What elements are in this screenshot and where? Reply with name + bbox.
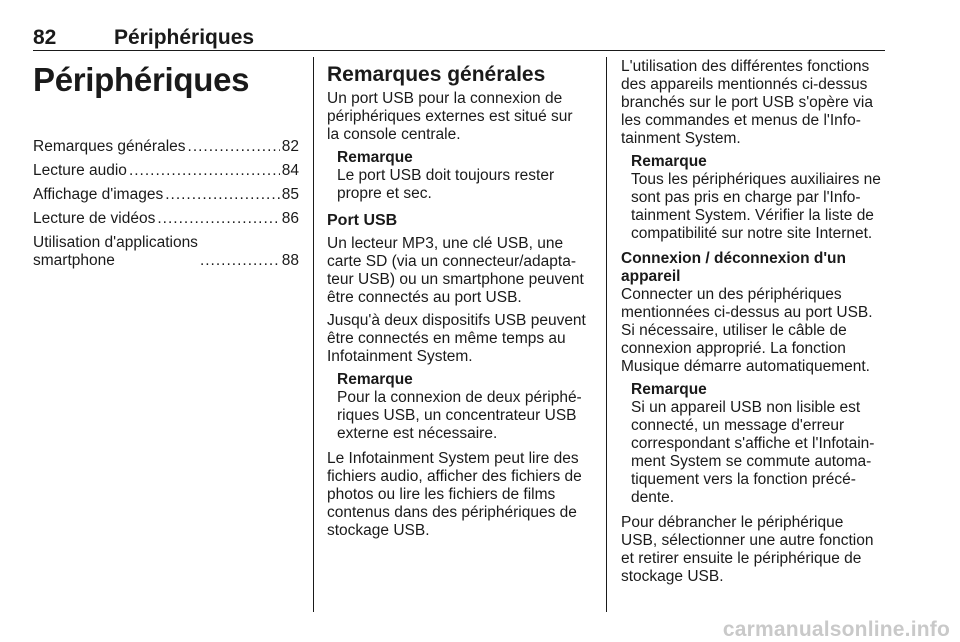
- toc-entry[interactable]: [33, 186, 299, 204]
- page-number: 82: [33, 26, 57, 49]
- paragraph: Un port USB pour la connexion de périphériques externes est situé sur la console centrale.: [327, 90, 573, 143]
- toc-entry-page: 86: [281, 210, 299, 227]
- paragraph: Connecter un des périphériques mentionnées ci-dessus au port USB. Si nécessaire, utiliser le câble de connexion approprié. La fonction Musique démarre automatiquement.: [621, 286, 873, 375]
- note-label: Remarque: [337, 371, 413, 388]
- toc-leader-dots: [157, 210, 279, 228]
- column-divider-2: [606, 57, 607, 612]
- note-box: [631, 381, 885, 507]
- subsection-title: Port USB: [327, 212, 398, 229]
- header-divider: [33, 50, 885, 51]
- table-of-contents: [33, 138, 299, 270]
- toc-entry[interactable]: [33, 162, 299, 180]
- paragraph: Pour débrancher le périphérique USB, sélectionner une autre fonction et retirer ensuite le périphérique de stockage USB.: [621, 514, 874, 585]
- note-text: Si un appareil USB non lisible est connecté, un message d'erreur correspondant s'affiche et l'Infotain- ment System se commute automa- tiquement vers la fonction précé- dente.: [631, 399, 875, 506]
- note-text: Pour la connexion de deux périphé- riques USB, un concentrateur USB externe est nécessaire.: [337, 389, 582, 442]
- note-box: [337, 149, 591, 203]
- note-label: Remarque: [337, 149, 413, 166]
- column-2: [327, 58, 591, 545]
- paragraph: L'utilisation des différentes fonctions des appareils mentionnés ci-dessus branchés sur le port USB s'opère via les commandes et menus de l'Info- tainment System.: [621, 58, 873, 147]
- toc-entry[interactable]: [33, 234, 299, 270]
- toc-entry-title: Remarques générales: [33, 138, 186, 155]
- column-1: [33, 58, 299, 276]
- toc-entry-page: 88: [281, 252, 299, 269]
- toc-entry[interactable]: [33, 138, 299, 156]
- toc-entry-title: Utilisation d'applications smartphone: [33, 234, 198, 269]
- toc-leader-dots: [188, 138, 280, 156]
- toc-entry-page: 84: [281, 162, 299, 179]
- toc-leader-dots: [129, 162, 280, 180]
- note-text: Le port USB doit toujours rester propre et sec.: [337, 167, 555, 202]
- note-box: [337, 371, 591, 443]
- toc-leader-dots: [200, 252, 280, 270]
- toc-entry-title: Lecture de vidéos: [33, 210, 156, 227]
- page-header: [33, 26, 885, 52]
- note-label: Remarque: [631, 381, 707, 398]
- toc-leader-dots: [165, 186, 280, 204]
- note-label: Remarque: [631, 153, 707, 170]
- subheading: Connexion / déconnexion d'un appareil: [621, 250, 846, 285]
- paragraph: Un lecteur MP3, une clé USB, une carte SD (via un connecteur/adapta- teur USB) ou un smartphone peuvent être connectés au port USB.: [327, 235, 584, 306]
- note-text: Tous les périphériques auxiliaires ne sont pas pris en charge par l'Info- tainment System. Vérifier la liste de compatibilité sur notre site Internet.: [631, 171, 881, 242]
- chapter-title: Périphériques: [33, 61, 250, 98]
- watermark: carmanualsonline.info: [722, 618, 950, 641]
- toc-entry-title: Affichage d'images: [33, 186, 164, 203]
- column-divider-1: [313, 57, 314, 612]
- running-title: Périphériques: [114, 26, 255, 49]
- column-3: [621, 58, 885, 591]
- toc-entry-title: Lecture audio: [33, 162, 127, 179]
- section-title: Remarques générales: [327, 63, 546, 86]
- toc-entry-page: 82: [281, 138, 299, 155]
- paragraph: Jusqu'à deux dispositifs USB peuvent être connectés en même temps au Infotainment System.: [327, 312, 586, 365]
- note-box: [631, 153, 885, 243]
- paragraph: Le Infotainment System peut lire des fichiers audio, afficher des fichiers de photos ou lire les fichiers de films contenus dans des périphériques de stockage USB.: [327, 450, 582, 539]
- toc-entry[interactable]: [33, 210, 299, 228]
- toc-entry-page: 85: [281, 186, 299, 203]
